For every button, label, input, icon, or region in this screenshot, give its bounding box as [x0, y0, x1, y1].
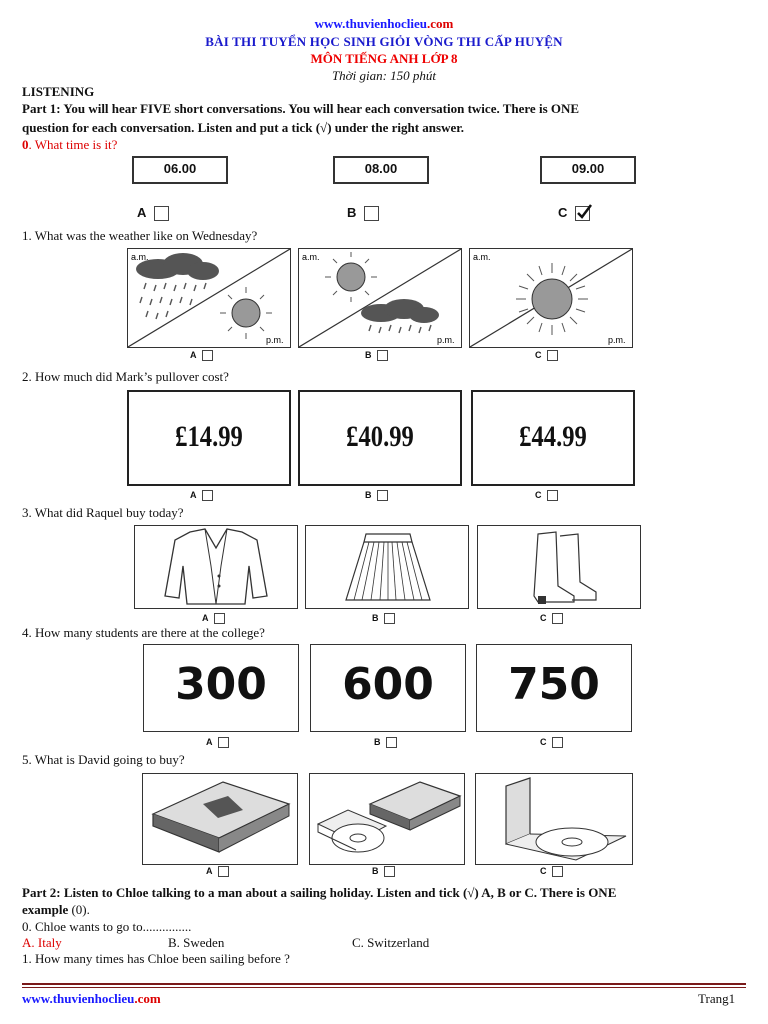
checkbox[interactable]	[547, 350, 558, 361]
am-label: a.m.	[302, 252, 320, 262]
part1-heading-2: question for each conversation. Listen and put a tick (√) under the right answer.	[22, 120, 465, 135]
part2-option-b[interactable]: B. Sweden	[168, 935, 225, 950]
checkbox-checked[interactable]	[575, 206, 590, 221]
checkbox[interactable]	[214, 613, 225, 624]
number-c: 750	[508, 659, 600, 710]
rain-then-sun-icon	[128, 249, 290, 347]
page-number: Trang1	[698, 991, 736, 1006]
weather-image-c	[469, 248, 633, 348]
q4-option-a[interactable]: A	[206, 737, 229, 748]
q0-option-a[interactable]: A	[137, 205, 169, 221]
checkbox[interactable]	[547, 490, 558, 501]
number-b: 600	[342, 659, 434, 710]
q4-option-b[interactable]: B	[374, 737, 397, 748]
checkbox[interactable]	[384, 866, 395, 877]
price-b: £40.99	[346, 420, 414, 453]
price-card-b	[298, 390, 462, 486]
boots-image	[477, 525, 641, 609]
footer-site-link[interactable]: www.thuvienhoclieu.com	[22, 991, 161, 1006]
exam-title: BÀI THI TUYỂN HỌC SINH GIỎI VÒNG THI CẤP HUYỆN	[205, 34, 563, 49]
weather-image-b	[298, 248, 462, 348]
book-icon	[143, 774, 297, 864]
header-site-link[interactable]: www.thuvienhoclieu.com	[314, 16, 454, 31]
q2-option-b[interactable]: B	[365, 490, 388, 501]
price-c: £44.99	[519, 420, 587, 453]
number-card-a	[143, 644, 299, 732]
time-option-b: 08.00	[333, 156, 429, 184]
cd-case-icon	[476, 774, 632, 864]
exam-time: Thời gian: 150 phút	[331, 68, 437, 83]
q5-option-c[interactable]: C	[540, 866, 563, 877]
q1-option-b[interactable]: B	[365, 350, 388, 361]
question-2: 2. How much did Mark’s pullover cost?	[22, 369, 229, 384]
checkbox[interactable]	[386, 737, 397, 748]
book-and-cd-icon	[310, 774, 464, 864]
q2-option-c[interactable]: C	[535, 490, 558, 501]
number-a: 300	[175, 659, 267, 710]
checkbox[interactable]	[202, 350, 213, 361]
tick-icon	[576, 204, 592, 220]
checkbox[interactable]	[552, 613, 563, 624]
checkbox[interactable]	[384, 613, 395, 624]
price-card-c	[471, 390, 635, 486]
checkbox[interactable]	[364, 206, 379, 221]
q1-option-a[interactable]: A	[190, 350, 213, 361]
checkbox[interactable]	[377, 350, 388, 361]
price-card-a	[127, 390, 291, 486]
q1-option-c[interactable]: C	[535, 350, 558, 361]
footer-rule	[22, 983, 746, 985]
weather-image-a	[127, 248, 291, 348]
book-and-cd-image	[309, 773, 465, 865]
q3-option-c[interactable]: C	[540, 613, 563, 624]
q3-option-a[interactable]: A	[202, 613, 225, 624]
q5-option-a[interactable]: A	[206, 866, 229, 877]
sun-then-rain-icon	[299, 249, 461, 347]
q5-option-b[interactable]: B	[372, 866, 395, 877]
cd-case-image	[475, 773, 633, 865]
part2-question-0: 0. Chloe wants to go to...............	[22, 919, 192, 934]
checkbox[interactable]	[154, 206, 169, 221]
part2-question-1: 1. How many times has Chloe been sailing before ?	[22, 951, 290, 966]
jacket-icon	[135, 526, 297, 608]
checkbox[interactable]	[218, 737, 229, 748]
question-1: 1. What was the weather like on Wednesday?	[22, 228, 258, 243]
pm-label: p.m.	[266, 335, 284, 345]
part1-heading: Part 1: You will hear FIVE short conversations. You will hear each conversation twice. There is ONE	[22, 101, 580, 116]
question-5: 5. What is David going to buy?	[22, 752, 185, 767]
skirt-image	[305, 525, 469, 609]
book-image	[142, 773, 298, 865]
checkbox[interactable]	[218, 866, 229, 877]
number-card-b	[310, 644, 466, 732]
sunny-all-day-icon	[470, 249, 632, 347]
am-label: a.m.	[473, 252, 491, 262]
pm-label: p.m.	[437, 335, 455, 345]
skirt-icon	[306, 526, 468, 608]
time-option-c: 09.00	[540, 156, 636, 184]
price-a: £14.99	[175, 420, 243, 453]
section-listening: LISTENING	[22, 84, 95, 99]
part2-heading-2: example (0).	[22, 902, 90, 917]
q4-option-c[interactable]: C	[540, 737, 563, 748]
checkbox[interactable]	[552, 737, 563, 748]
exam-subject: MÔN TIẾNG ANH LỚP 8	[310, 51, 458, 66]
jacket-image	[134, 525, 298, 609]
checkbox[interactable]	[377, 490, 388, 501]
q3-option-b[interactable]: B	[372, 613, 395, 624]
pm-label: p.m.	[608, 335, 626, 345]
q0-option-b[interactable]: B	[347, 205, 379, 221]
question-3: 3. What did Raquel buy today?	[22, 505, 184, 520]
q2-option-a[interactable]: A	[190, 490, 213, 501]
footer-rule-thin	[22, 987, 746, 988]
number-card-c	[476, 644, 632, 732]
q0-option-c[interactable]: C	[558, 205, 590, 221]
checkbox[interactable]	[202, 490, 213, 501]
checkbox[interactable]	[552, 866, 563, 877]
question-4: 4. How many students are there at the college?	[22, 625, 265, 640]
boots-icon	[478, 526, 640, 608]
time-option-a: 06.00	[132, 156, 228, 184]
part2-option-a[interactable]: A. Italy	[22, 935, 62, 950]
part2-heading: Part 2: Listen to Chloe talking to a man about a sailing holiday. Listen and tick (√) A, B or C. There is ONE	[22, 885, 617, 900]
am-label: a.m.	[131, 252, 149, 262]
part2-option-c[interactable]: C. Switzerland	[352, 935, 430, 950]
question-0: 0. What time is it?	[22, 137, 118, 152]
